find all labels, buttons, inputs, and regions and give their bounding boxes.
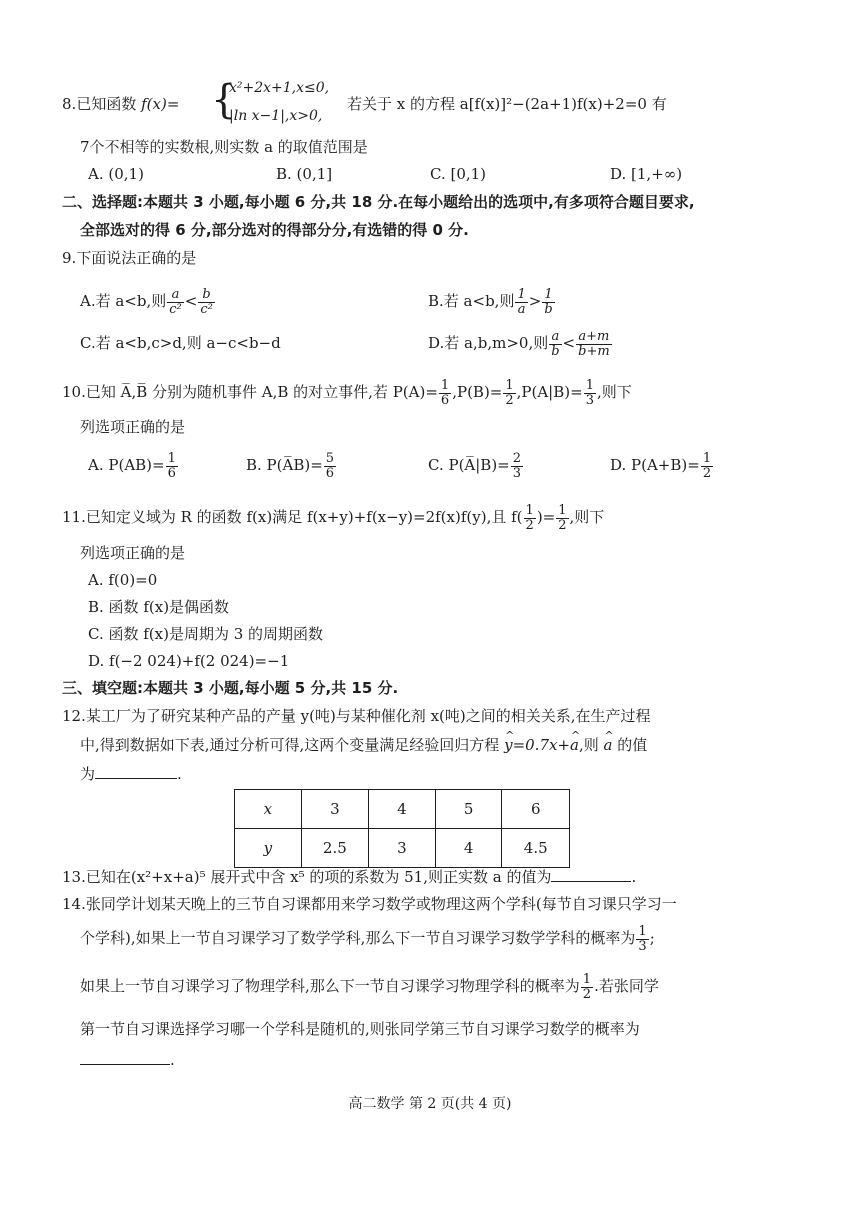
q11-stem-c: ,则下 [569, 508, 605, 526]
q9-d-frac2 [576, 330, 612, 359]
q10-b-frac [324, 452, 336, 481]
q8-lead: 已知函数 [76, 95, 137, 113]
q8-brace: { [211, 77, 237, 123]
q10-a-label: A. P(AB)= [88, 456, 165, 474]
q10-stem-b: ,P(B)= [452, 383, 503, 401]
q10-stem-a: 10.已知 A̅,B̅ 分别为随机事件 A,B 的对立事件,若 P(A)= [62, 383, 438, 401]
q14-line3 [80, 969, 659, 1003]
q9-b-d2: b [544, 301, 553, 317]
q10-option-d [610, 448, 714, 482]
page-footer: 高二数学 第 2 页(共 4 页) [348, 1096, 512, 1112]
q10-a-n: 1 [167, 450, 176, 466]
section3-title: 三、填空题:本题共 3 小题,每小题 5 分,共 15 分. [62, 679, 399, 697]
q12-line3-end: . [177, 765, 182, 783]
q10-pa-frac [439, 379, 451, 408]
q11-stem-b: )= [536, 508, 556, 526]
q10-pb-frac [503, 379, 515, 408]
q11-v-frac [556, 504, 568, 533]
q10-stem-c: ,P(A|B)= [516, 383, 583, 401]
q9-d-n1: a [549, 330, 561, 345]
q8-number: 8. [62, 95, 77, 113]
q10-option-b [246, 448, 337, 482]
q11-option-a: A. f(0)=0 [88, 571, 158, 589]
q14-line5-end: . [170, 1051, 175, 1069]
q10-b-label: B. P(A̅B)= [246, 456, 323, 474]
table-cell: 4 [369, 790, 436, 829]
q11-f-d: 2 [525, 517, 534, 533]
q10-c-label: C. P(A̅|B)= [428, 456, 510, 474]
q9-b-n2: 1 [542, 288, 554, 303]
q14-p2-frac [581, 973, 593, 1002]
table-header-y: y [235, 829, 302, 868]
q8-case1: x²+2x+1,x≤0, [229, 80, 330, 96]
q9-a-prefix: A.若 a<b,则 [80, 292, 167, 310]
table-cell: 3 [301, 790, 369, 829]
q10-stem-d: ,则下 [596, 383, 632, 401]
q11-option-d: D. f(−2 024)+f(2 024)=−1 [88, 652, 290, 670]
q9-a-mid: < [184, 292, 198, 310]
q14-p1-n: 1 [638, 923, 647, 939]
q11-f-frac [524, 504, 536, 533]
q9-d-frac1 [549, 330, 561, 359]
q14-p1-d: 3 [638, 938, 647, 954]
q10-option-a [88, 448, 179, 482]
q14-line1: 14.张同学计划某天晚上的三节自习课都用来学习数学或物理这两个学科(每节自习课只学习一 [62, 895, 677, 913]
q14-p2-n: 1 [582, 971, 592, 987]
q12-yhat: ^ y [504, 735, 512, 755]
q9-stem: 9.下面说法正确的是 [62, 249, 197, 267]
q12-line2-c: ,则 [578, 736, 604, 754]
q9-a-frac1 [167, 288, 184, 317]
q14-p2-d: 2 [582, 986, 592, 1002]
q14-line3-text: 如果上一节自习课学习了物理学科,那么下一节自习课学习物理学科的概率为 [80, 977, 580, 995]
q13-end: . [631, 868, 637, 886]
q10-c-frac [511, 452, 523, 481]
section2-line1: 二、选择题:本题共 3 小题,每小题 6 分,共 18 分.在每小题给出的选项中,有多项符合题目要求, [62, 193, 695, 211]
q10-line1 [62, 375, 632, 409]
q10-pab-d: 3 [585, 392, 594, 408]
table-cell: 3 [369, 829, 436, 868]
q12-line2-d: 的值 [612, 736, 648, 754]
q14-line2-text: 个学科),如果上一节自习课学习了数学学科,那么下一节自习课学习数学学科的概率为 [80, 929, 636, 947]
q8-option-a: A. (0,1) [88, 165, 144, 183]
q10-pb-n: 1 [505, 377, 514, 393]
q11-line2: 列选项正确的是 [80, 544, 186, 562]
q11-option-c: C. 函数 f(x)是周期为 3 的周期函数 [88, 625, 324, 643]
q10-d-frac [701, 452, 713, 481]
q9-option-c: C.若 a<b,c>d,则 a−c<b−d [80, 334, 281, 352]
q9-b-mid: > [528, 292, 542, 310]
q10-pa-d: 6 [440, 392, 450, 408]
q10-pab-n: 1 [585, 377, 594, 393]
q11-f-n: 1 [525, 502, 534, 518]
table-cell: 6 [502, 790, 570, 829]
q9-a-n2: b [198, 288, 215, 303]
table-cell: 5 [435, 790, 502, 829]
q9-a-n1: a [167, 288, 184, 303]
q8-option-c: C. [0,1) [430, 165, 487, 183]
q9-d-mid: < [562, 334, 576, 352]
q12-data-table [234, 789, 570, 868]
q9-d-n2: a+m [576, 330, 612, 345]
q10-a-frac [166, 452, 178, 481]
q9-option-a [80, 284, 216, 318]
q8-line1 [62, 94, 179, 114]
q10-pa-n: 1 [440, 377, 450, 393]
q14-p1-frac [636, 925, 648, 954]
q11-option-b: B. 函数 f(x)是偶函数 [88, 598, 230, 616]
q12-line3 [80, 764, 182, 784]
q10-pb-d: 2 [505, 392, 514, 408]
q12-line3-text: 为 [80, 765, 96, 783]
q9-b-frac1 [515, 288, 527, 317]
q8-tail: 若关于 x 的方程 a[f(x)]²−(2a+1)f(x)+2=0 有 [347, 95, 667, 113]
q8-option-b: B. (0,1] [276, 165, 333, 183]
q14-answer-blank[interactable] [80, 1064, 170, 1065]
q14-line2 [80, 921, 655, 955]
q12-answer-blank[interactable] [95, 778, 177, 779]
q8-line2: 7个不相等的实数根,则实数 a 的取值范围是 [80, 138, 368, 156]
q10-b-n: 5 [325, 450, 335, 466]
table-row [235, 790, 570, 829]
q9-d-d1: b [551, 343, 560, 359]
q9-a-d2: c² [200, 301, 213, 317]
q9-b-frac2 [542, 288, 554, 317]
q13-line [62, 867, 636, 887]
q14-line5 [80, 1050, 175, 1070]
q9-d-d2: b+m [578, 343, 610, 359]
table-row [235, 829, 570, 868]
q12-ahat2: ^ a [604, 735, 613, 755]
q10-b-d: 6 [325, 465, 335, 481]
q12-line2-b: =0.7x+ [512, 736, 571, 754]
q9-d-prefix: D.若 a,b,m>0,则 [428, 334, 549, 352]
q11-v-n: 1 [558, 502, 567, 518]
q10-d-d: 2 [702, 465, 712, 481]
q8-option-d: D. [1,+∞) [610, 165, 683, 183]
section2-line2: 全部选对的得 6 分,部分选对的得部分分,有选错的得 0 分. [80, 221, 469, 239]
q10-pab-frac [584, 379, 596, 408]
q13-answer-blank[interactable] [551, 881, 631, 882]
q10-option-c [428, 448, 524, 482]
q10-c-n: 2 [512, 450, 522, 466]
q13-text: 13.已知在(x²+x+a)⁵ 展开式中含 x⁵ 的项的系数为 51,则正实数 a 的值为 [62, 868, 552, 886]
q12-line2 [80, 735, 647, 755]
q8-fx: f(x)= [141, 95, 180, 113]
q12-ahat: ^ a [570, 735, 579, 755]
q9-a-frac2 [198, 288, 215, 317]
q10-c-d: 3 [512, 465, 522, 481]
q11-stem-a: 11.已知定义域为 R 的函数 f(x)满足 f(x+y)+f(x−y)=2f(x)f(y),且 f( [62, 508, 523, 526]
q11-v-d: 2 [558, 517, 567, 533]
table-cell: 2.5 [301, 829, 369, 868]
q10-d-label: D. P(A+B)= [610, 456, 700, 474]
q9-option-d [428, 326, 613, 360]
q10-a-d: 6 [167, 465, 176, 481]
q9-b-n1: 1 [517, 286, 526, 302]
q14-line2-end: ; [649, 929, 655, 947]
q14-line4: 第一节自习课选择学习哪一个学科是随机的,则张同学第三节自习课学习数学的概率为 [80, 1020, 640, 1038]
q9-a-d1: c² [169, 301, 182, 317]
table-cell: 4 [435, 829, 502, 868]
q14-line3-end: .若张同学 [594, 977, 659, 995]
q10-d-n: 1 [702, 450, 712, 466]
q12-line2-a: 中,得到数据如下表,通过分析可得,这两个变量满足经验回归方程 [80, 736, 505, 754]
q8-case2: |ln x−1|,x>0, [229, 108, 323, 124]
q9-b-d1: a [517, 301, 526, 317]
q9-option-b [428, 284, 556, 318]
q11-line1 [62, 500, 604, 534]
q9-b-prefix: B.若 a<b,则 [428, 292, 515, 310]
table-cell: 4.5 [502, 829, 570, 868]
q10-line2: 列选项正确的是 [80, 418, 186, 436]
q12-line1: 12.某工厂为了研究某种产品的产量 y(吨)与某种催化剂 x(吨)之间的相关关系,在生产过程 [62, 707, 651, 725]
table-header-x: x [235, 790, 302, 829]
